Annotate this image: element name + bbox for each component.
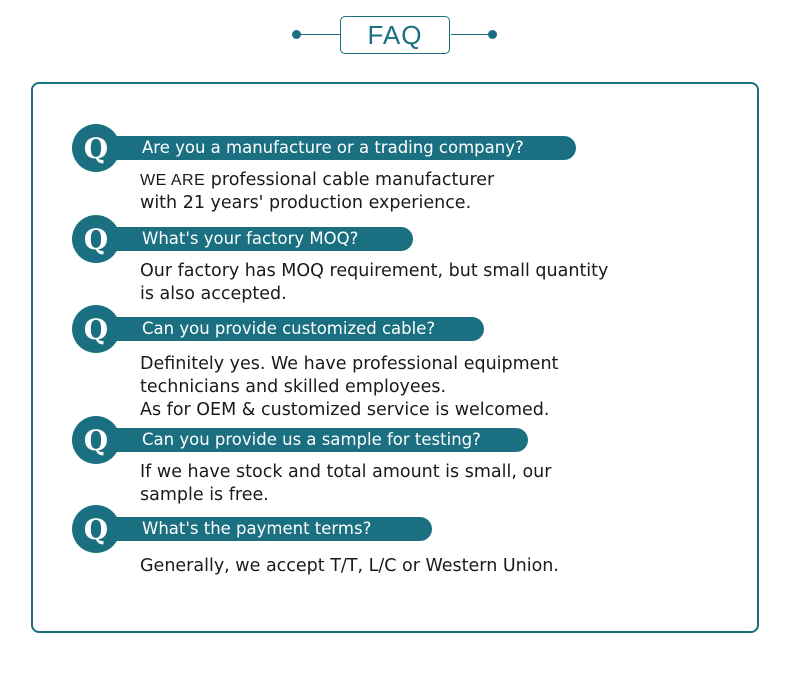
header-line-left [297,34,341,35]
q-badge-icon: Q [72,215,120,263]
faq-question: Can you provide customized cable? [90,317,484,341]
q-badge-icon: Q [72,305,120,353]
q-badge-icon: Q [72,124,120,172]
faq-question: Are you a manufacture or a trading company? [90,136,576,160]
answer-line-text: professional cable manufacturer [205,170,495,190]
answer-line: with 21 years' production experience. [140,193,472,213]
q-badge-icon: Q [72,416,120,464]
faq-question: Can you provide us a sample for testing? [90,428,528,452]
faq-header [0,0,790,70]
answer-lead: WE ARE [140,172,206,189]
answer-line: sample is free. [140,485,269,505]
answer-line [140,169,494,192]
faq-answer [140,555,559,578]
faq-question: What's the payment terms? [90,517,432,541]
answer-line: technicians and skilled employees. [140,377,447,397]
header-dot-right [488,30,497,39]
header-line-right [451,34,493,35]
faq-answer [140,461,551,507]
answer-line: is also accepted. [140,284,287,304]
faq-question: What's your factory MOQ? [90,227,413,251]
q-badge-icon: Q [72,505,120,553]
answer-line: Generally, we accept T/T, L/C or Western Union. [140,556,559,576]
faq-answer [140,353,558,422]
answer-line: If we have stock and total amount is small, our [140,462,552,482]
faq-answer [140,260,608,306]
answer-line: As for OEM & customized service is welcomed. [140,400,550,420]
answer-line: Definitely yes. We have professional equipment [140,354,559,374]
faq-title: FAQ [340,16,450,54]
faq-answer [140,169,494,215]
answer-line: Our factory has MOQ requirement, but small quantity [140,261,609,281]
